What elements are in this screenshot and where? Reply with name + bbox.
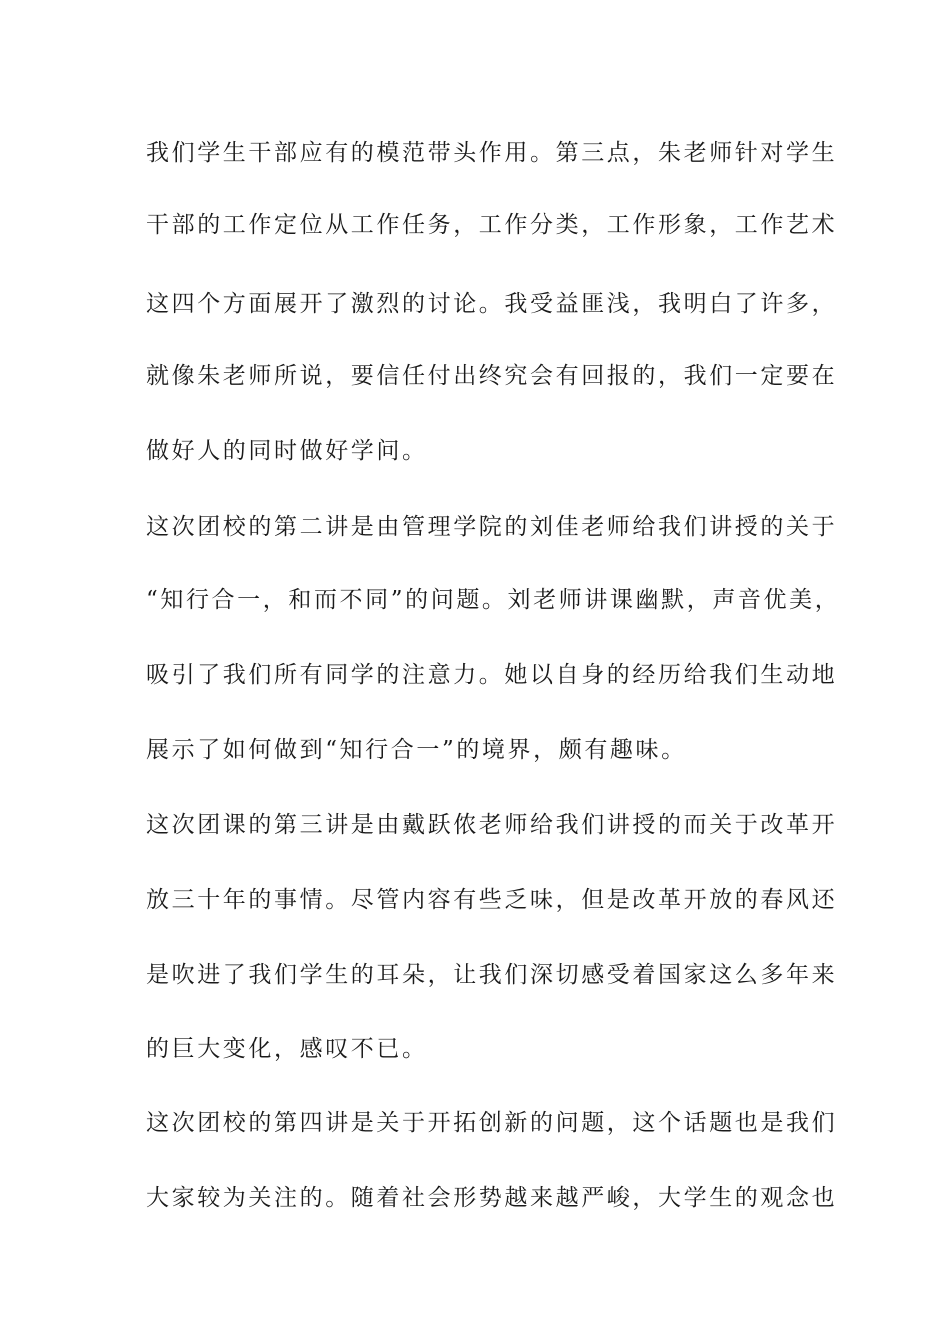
text-line: 这四个方面展开了激烈的讨论。我受益匪浅，我明白了许多， xyxy=(146,291,838,317)
text-line: 做好人的同时做好学问。 xyxy=(146,438,428,464)
text-line: 的巨大变化，感叹不已。 xyxy=(146,1036,428,1062)
text-line: 这次团课的第三讲是由戴跃侬老师给我们讲授的而关于改革开 xyxy=(146,812,838,838)
text-line: 就像朱老师所说，要信任付出终究会有回报的，我们一定要在 xyxy=(146,363,838,389)
text-line: 放三十年的事情。尽管内容有些乏味，但是改革开放的春风还 xyxy=(146,887,838,913)
text-line: 这次团校的第二讲是由管理学院的刘佳老师给我们讲授的关于 xyxy=(146,514,838,540)
text-line: 是吹进了我们学生的耳朵，让我们深切感受着国家这么多年来 xyxy=(146,962,838,988)
text-line: 吸引了我们所有同学的注意力。她以自身的经历给我们生动地 xyxy=(146,662,838,688)
text-line: 干部的工作定位从工作任务，工作分类，工作形象，工作艺术 xyxy=(146,212,838,238)
text-line: 大家较为关注的。随着社会形势越来越严峻，大学生的观念也 xyxy=(146,1185,838,1211)
text-line: “知行合一，和而不同”的问题。刘老师讲课幽默，声音优美， xyxy=(146,587,841,613)
text-line: 展示了如何做到“知行合一”的境界，颇有趣味。 xyxy=(146,737,687,763)
text-line: 这次团校的第四讲是关于开拓创新的问题，这个话题也是我们 xyxy=(146,1110,838,1136)
text-line: 我们学生干部应有的模范带头作用。第三点，朱老师针对学生 xyxy=(146,140,838,166)
